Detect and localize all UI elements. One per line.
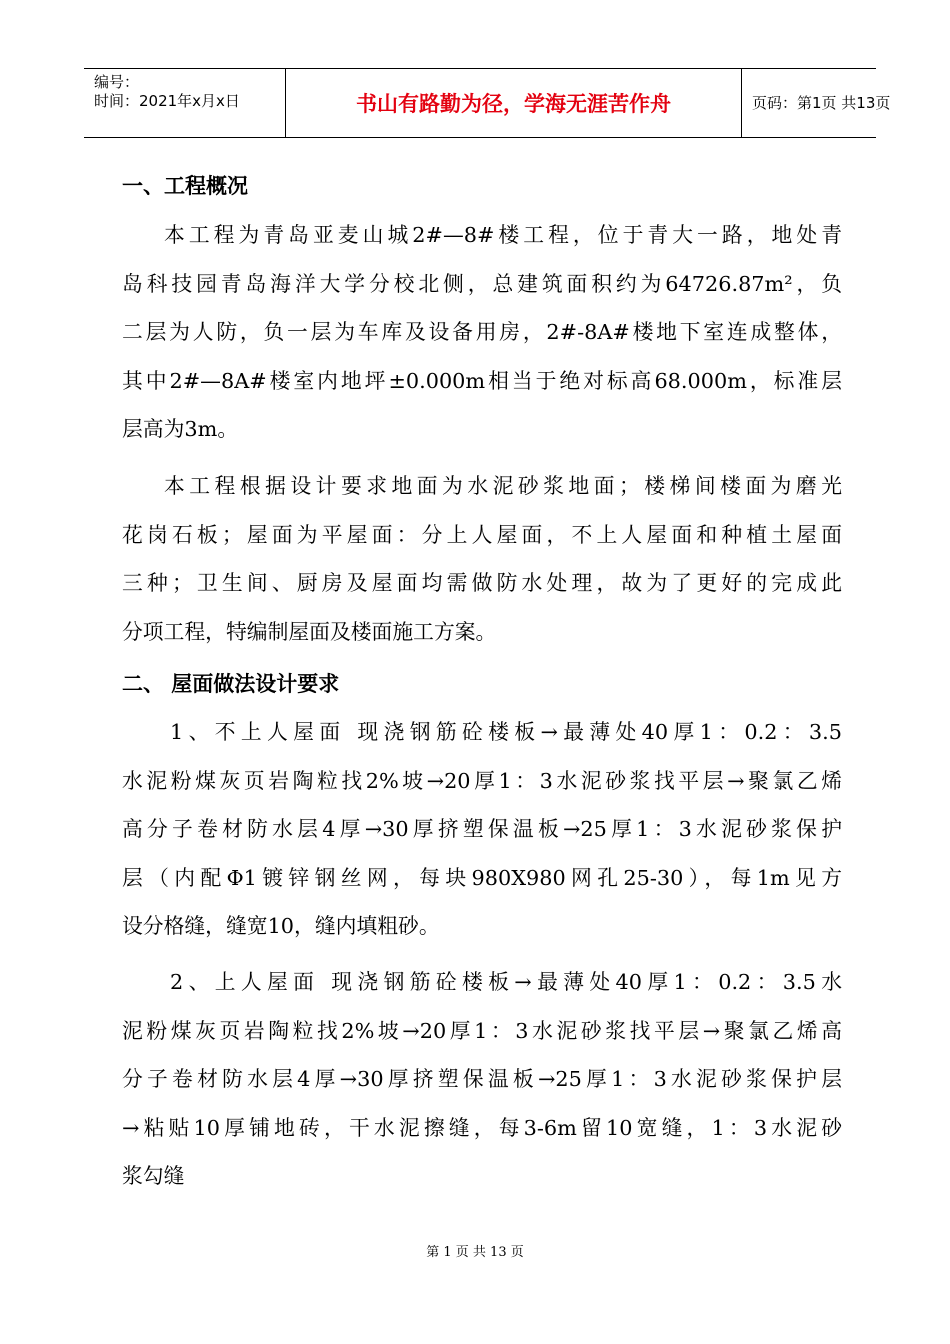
section-1-heading: 一、工程概况 xyxy=(122,174,248,198)
text-line: 本工程根据设计要求地面为水泥砂浆地面；楼梯间楼面为磨光 xyxy=(164,474,842,498)
text-line: 设分格缝，缝宽10，缝内填粗砂。 xyxy=(122,914,440,939)
text-line: 二层为人防，负一层为车库及设备用房，2#-8A#楼地下室连成整体， xyxy=(122,320,842,345)
text-line: 浆勾缝 xyxy=(122,1164,185,1189)
text-line: 层高为3m。 xyxy=(122,417,239,442)
text-line: 其中2#—8A#楼室内地坪±0.000m相当于绝对标高68.000m，标准层 xyxy=(122,368,842,393)
header-page-cell xyxy=(742,69,891,137)
text-line: 水泥粉煤灰页岩陶粒找2%坡→20厚1：3水泥砂浆找平层→聚氯乙烯 xyxy=(122,768,842,793)
text-line: 1、不上人屋面 现浇钢筋砼楼板→最薄处40厚1：0.2：3.5 xyxy=(170,720,842,744)
section-1-paragraph-2 xyxy=(122,462,842,656)
header-motto-cell xyxy=(286,69,742,137)
section-2-heading: 二、 屋面做法设计要求 xyxy=(122,672,340,696)
text-line: 岛科技园青岛海洋大学分校北侧，总建筑面积约为64726.87m²，负 xyxy=(122,271,842,296)
section-1-paragraph-1 xyxy=(122,211,842,454)
section-2-paragraph-1 xyxy=(122,708,842,951)
motto: 书山有路勤为径，学海无涯苦作舟 xyxy=(356,92,671,116)
text-line: 泥粉煤灰页岩陶粒找2%坡→20厚1：3水泥砂浆找平层→聚氯乙烯高 xyxy=(122,1018,842,1043)
page-footer: 第 1 页 共 13 页 xyxy=(426,1245,524,1260)
text-line: 层（内配Φ1镀锌钢丝网，每块980X980网孔25-30），每1m见方 xyxy=(122,865,842,890)
page-header xyxy=(84,68,891,138)
text-line: 2、上人屋面 现浇钢筋砼楼板→最薄处40厚1：0.2：3.5水 xyxy=(170,970,842,994)
text-line: 分子卷材防水层4厚→30厚挤塑保温板→25厚1：3水泥砂浆保护层 xyxy=(122,1067,842,1092)
header-page-label: 页码：第1页 共13页 xyxy=(752,94,891,112)
text-line: 本工程为青岛亚麦山城2#—8#楼工程，位于青大一路，地处青 xyxy=(164,223,842,247)
text-line: →粘贴10厚铺地砖，干水泥擦缝，每3-6m留10宽缝，1：3水泥砂 xyxy=(122,1115,842,1140)
time-label: 时间：2021年x月x日 xyxy=(94,92,240,110)
text-line: 三种；卫生间、厨房及屋面均需做防水处理，故为了更好的完成此 xyxy=(122,571,842,596)
text-line: 花岗石板；屋面为平屋面：分上人屋面，不上人屋面和种植土屋面 xyxy=(122,522,842,547)
text-line: 分项工程，特编制屋面及楼面施工方案。 xyxy=(122,619,497,644)
text-line: 高分子卷材防水层4厚→30厚挤塑保温板→25厚1：3水泥砂浆保护 xyxy=(122,817,842,842)
header-info-cell xyxy=(84,69,286,137)
section-2-paragraph-2 xyxy=(122,958,842,1201)
code-label: 编号： xyxy=(94,73,140,91)
